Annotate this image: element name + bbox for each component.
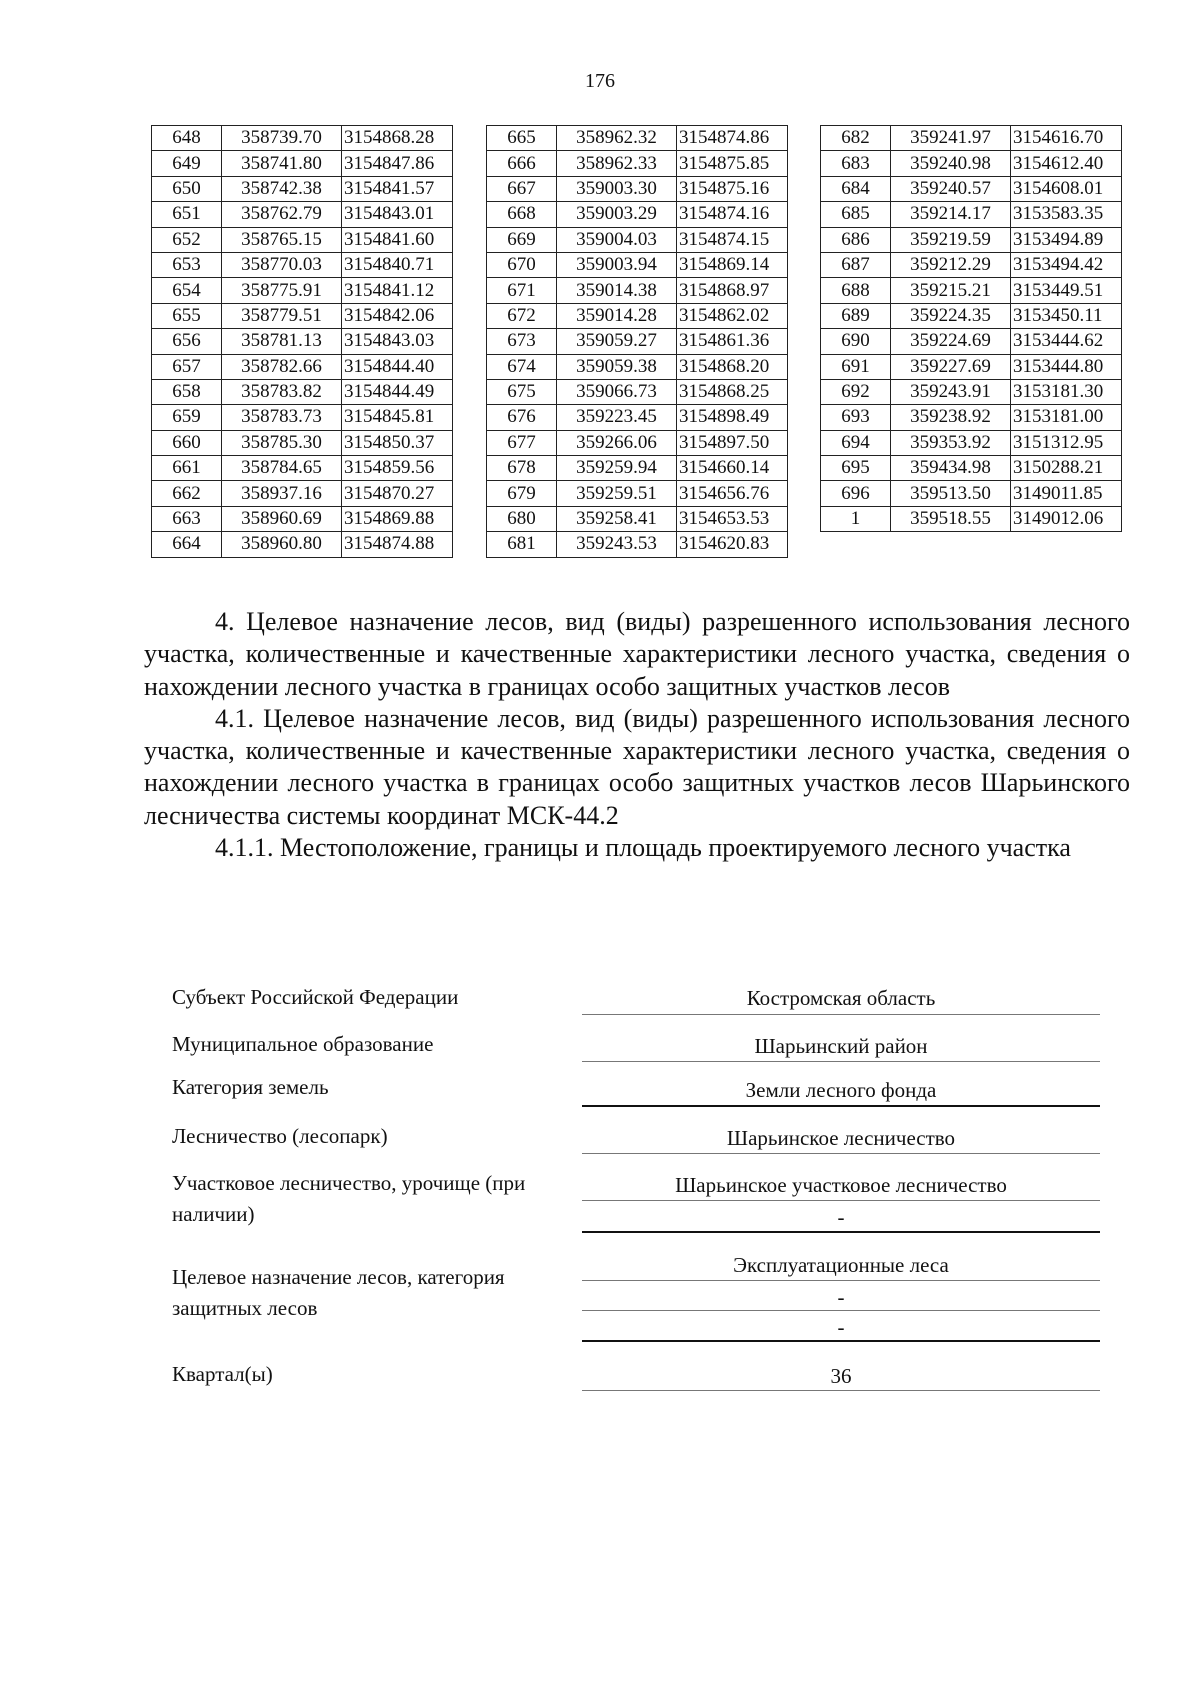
table-row	[487, 278, 788, 303]
table-row	[821, 176, 1122, 201]
table-row	[152, 151, 453, 176]
y-coordinate-cell: 3154847.86	[342, 151, 453, 176]
subject-underline	[582, 1014, 1100, 1015]
x-coordinate-cell: 358739.70	[222, 126, 342, 151]
table-row	[152, 481, 453, 506]
x-coordinate-cell: 359238.92	[891, 405, 1011, 430]
y-coordinate-cell: 3153450.11	[1011, 303, 1122, 328]
table-row	[821, 227, 1122, 252]
quarter-underline	[582, 1390, 1100, 1391]
quarter-value: 36	[830, 1364, 852, 1388]
x-coordinate-cell: 359258.41	[557, 506, 677, 531]
table-row	[152, 430, 453, 455]
x-coordinate-cell: 359066.73	[557, 379, 677, 404]
y-coordinate-cell: 3149011.85	[1011, 481, 1122, 506]
x-coordinate-cell: 358784.65	[222, 456, 342, 481]
table-row	[487, 481, 788, 506]
y-coordinate-cell: 3154869.88	[342, 506, 453, 531]
y-coordinate-cell: 3154845.81	[342, 405, 453, 430]
table-row	[487, 126, 788, 151]
point-number-cell: 672	[487, 303, 557, 328]
y-coordinate-cell: 3153444.62	[1011, 329, 1122, 354]
point-number-cell: 685	[821, 202, 891, 227]
x-coordinate-cell: 359003.30	[557, 176, 677, 201]
table-row	[821, 430, 1122, 455]
x-coordinate-cell: 359212.29	[891, 252, 1011, 277]
y-coordinate-cell: 3154861.36	[677, 329, 788, 354]
point-number-cell: 677	[487, 430, 557, 455]
y-coordinate-cell: 3154874.86	[677, 126, 788, 151]
point-number-cell: 649	[152, 151, 222, 176]
table-row	[152, 329, 453, 354]
x-coordinate-cell: 358781.13	[222, 329, 342, 354]
point-number-cell: 658	[152, 379, 222, 404]
table-row	[821, 506, 1122, 531]
x-coordinate-cell: 358765.15	[222, 227, 342, 252]
table-row	[152, 252, 453, 277]
table-row	[487, 379, 788, 404]
x-coordinate-cell: 359243.53	[557, 532, 677, 557]
subject-label: Субъект Российской Федерации	[172, 985, 459, 1009]
y-coordinate-cell: 3149012.06	[1011, 506, 1122, 531]
district-forestry-value: Шарьинское участковое лесничество	[675, 1173, 1007, 1197]
y-coordinate-cell: 3154869.14	[677, 252, 788, 277]
x-coordinate-cell: 359215.21	[891, 278, 1011, 303]
land-category-value: Земли лесного фонда	[745, 1078, 937, 1102]
x-coordinate-cell: 359004.03	[557, 227, 677, 252]
point-number-cell: 662	[152, 481, 222, 506]
point-number-cell: 657	[152, 354, 222, 379]
point-number-cell: 693	[821, 405, 891, 430]
y-coordinate-cell: 3154843.03	[342, 329, 453, 354]
municipality-label: Муниципальное образование	[172, 1032, 434, 1056]
y-coordinate-cell: 3154841.12	[342, 278, 453, 303]
x-coordinate-cell: 358770.03	[222, 252, 342, 277]
x-coordinate-cell: 359513.50	[891, 481, 1011, 506]
y-coordinate-cell: 3154868.28	[342, 126, 453, 151]
point-number-cell: 691	[821, 354, 891, 379]
purpose-underline	[582, 1280, 1100, 1281]
table-row	[821, 278, 1122, 303]
point-number-cell: 654	[152, 278, 222, 303]
table-row	[152, 405, 453, 430]
x-coordinate-cell: 359227.69	[891, 354, 1011, 379]
y-coordinate-cell: 3154862.02	[677, 303, 788, 328]
point-number-cell: 686	[821, 227, 891, 252]
point-number-cell: 659	[152, 405, 222, 430]
x-coordinate-cell: 358960.80	[222, 532, 342, 557]
point-number-cell: 667	[487, 176, 557, 201]
y-coordinate-cell: 3154868.97	[677, 278, 788, 303]
y-coordinate-cell: 3154656.76	[677, 481, 788, 506]
y-coordinate-cell: 3153583.35	[1011, 202, 1122, 227]
y-coordinate-cell: 3154612.40	[1011, 151, 1122, 176]
x-coordinate-cell: 359518.55	[891, 506, 1011, 531]
x-coordinate-cell: 358775.91	[222, 278, 342, 303]
y-coordinate-cell: 3154875.85	[677, 151, 788, 176]
protective-category-underline-2	[582, 1340, 1100, 1342]
point-number-cell: 661	[152, 456, 222, 481]
y-coordinate-cell: 3153444.80	[1011, 354, 1122, 379]
y-coordinate-cell: 3154868.25	[677, 379, 788, 404]
coordinates-table-2	[486, 125, 788, 558]
district-forestry-label: Участковое лесничество, урочище (при наличии)	[172, 1171, 526, 1226]
y-coordinate-cell: 3154842.06	[342, 303, 453, 328]
purpose-value: Эксплуатационные леса	[733, 1253, 949, 1277]
point-number-cell: 671	[487, 278, 557, 303]
point-number-cell: 670	[487, 252, 557, 277]
x-coordinate-cell: 359240.98	[891, 151, 1011, 176]
table-row	[821, 126, 1122, 151]
point-number-cell: 683	[821, 151, 891, 176]
table-row	[487, 532, 788, 557]
table-row	[487, 405, 788, 430]
point-number-cell: 682	[821, 126, 891, 151]
y-coordinate-cell: 3154859.56	[342, 456, 453, 481]
table-row	[487, 151, 788, 176]
table-row	[487, 506, 788, 531]
forestry-value: Шарьинское лесничество	[726, 1126, 956, 1150]
point-number-cell: 669	[487, 227, 557, 252]
table-row	[821, 329, 1122, 354]
purpose-label: Целевое назначение лесов, категория защитных лесов	[172, 1265, 505, 1320]
x-coordinate-cell: 359219.59	[891, 227, 1011, 252]
section-4-heading: 4. Целевое назначение лесов, вид (виды) разрешенного использования лесного участка, количественные и качественные характеристики лесного участка, сведения о нахождении лесного участка в границах особо защитных участков лесов	[144, 607, 1130, 701]
table-row	[821, 252, 1122, 277]
x-coordinate-cell: 358785.30	[222, 430, 342, 455]
x-coordinate-cell: 358937.16	[222, 481, 342, 506]
x-coordinate-cell: 358742.38	[222, 176, 342, 201]
table-row	[152, 379, 453, 404]
x-coordinate-cell: 359224.69	[891, 329, 1011, 354]
protective-category-underline-1	[582, 1310, 1100, 1311]
y-coordinate-cell: 3153181.30	[1011, 379, 1122, 404]
table-row	[487, 227, 788, 252]
x-coordinate-cell: 358779.51	[222, 303, 342, 328]
y-coordinate-cell: 3153494.89	[1011, 227, 1122, 252]
x-coordinate-cell: 359224.35	[891, 303, 1011, 328]
point-number-cell: 694	[821, 430, 891, 455]
point-number-cell: 665	[487, 126, 557, 151]
point-number-cell: 684	[821, 176, 891, 201]
point-number-cell: 695	[821, 456, 891, 481]
table-row	[487, 202, 788, 227]
section-4-1-1-heading: 4.1.1. Местоположение, границы и площадь проектируемого лесного участка	[215, 833, 1071, 863]
y-coordinate-cell: 3154653.53	[677, 506, 788, 531]
municipality-value: Шарьинский район	[754, 1034, 928, 1058]
x-coordinate-cell: 359059.27	[557, 329, 677, 354]
table-row	[821, 456, 1122, 481]
table-row	[152, 506, 453, 531]
forestry-underline	[582, 1153, 1100, 1154]
table-row	[821, 202, 1122, 227]
y-coordinate-cell: 3150288.21	[1011, 456, 1122, 481]
coordinates-table-3	[820, 125, 1122, 532]
table-row	[152, 227, 453, 252]
x-coordinate-cell: 359266.06	[557, 430, 677, 455]
land-category-label: Категория земель	[172, 1075, 329, 1099]
table-row	[152, 202, 453, 227]
point-number-cell: 676	[487, 405, 557, 430]
x-coordinate-cell: 359014.38	[557, 278, 677, 303]
x-coordinate-cell: 358783.73	[222, 405, 342, 430]
y-coordinate-cell: 3154844.40	[342, 354, 453, 379]
point-number-cell: 656	[152, 329, 222, 354]
table-row	[152, 176, 453, 201]
table-row	[821, 481, 1122, 506]
protective-category-value-1: -	[837, 1285, 845, 1309]
y-coordinate-cell: 3154874.16	[677, 202, 788, 227]
x-coordinate-cell: 359059.38	[557, 354, 677, 379]
table-row	[152, 456, 453, 481]
y-coordinate-cell: 3154874.15	[677, 227, 788, 252]
x-coordinate-cell: 359259.51	[557, 481, 677, 506]
x-coordinate-cell: 359434.98	[891, 456, 1011, 481]
y-coordinate-cell: 3154608.01	[1011, 176, 1122, 201]
point-number-cell: 681	[487, 532, 557, 557]
table-row	[821, 379, 1122, 404]
y-coordinate-cell: 3154620.83	[677, 532, 788, 557]
x-coordinate-cell: 359003.29	[557, 202, 677, 227]
municipality-underline	[582, 1061, 1100, 1062]
page-number: 176	[585, 70, 615, 92]
y-coordinate-cell: 3154844.49	[342, 379, 453, 404]
x-coordinate-cell: 359353.92	[891, 430, 1011, 455]
x-coordinate-cell: 358960.69	[222, 506, 342, 531]
point-number-cell: 1	[821, 506, 891, 531]
y-coordinate-cell: 3153494.42	[1011, 252, 1122, 277]
y-coordinate-cell: 3154874.88	[342, 532, 453, 557]
y-coordinate-cell: 3154898.49	[677, 405, 788, 430]
x-coordinate-cell: 358782.66	[222, 354, 342, 379]
point-number-cell: 652	[152, 227, 222, 252]
table-row	[152, 354, 453, 379]
y-coordinate-cell: 3154841.57	[342, 176, 453, 201]
x-coordinate-cell: 358962.33	[557, 151, 677, 176]
point-number-cell: 673	[487, 329, 557, 354]
tract-value: -	[837, 1205, 845, 1229]
point-number-cell: 663	[152, 506, 222, 531]
table-row	[487, 303, 788, 328]
table-row	[821, 303, 1122, 328]
x-coordinate-cell: 358762.79	[222, 202, 342, 227]
y-coordinate-cell: 3154875.16	[677, 176, 788, 201]
point-number-cell: 675	[487, 379, 557, 404]
table-row	[487, 430, 788, 455]
point-number-cell: 689	[821, 303, 891, 328]
y-coordinate-cell: 3154843.01	[342, 202, 453, 227]
y-coordinate-cell: 3154840.71	[342, 252, 453, 277]
point-number-cell: 679	[487, 481, 557, 506]
y-coordinate-cell: 3154616.70	[1011, 126, 1122, 151]
table-row	[821, 354, 1122, 379]
district-forestry-underline	[582, 1200, 1100, 1201]
point-number-cell: 651	[152, 202, 222, 227]
point-number-cell: 655	[152, 303, 222, 328]
y-coordinate-cell: 3153449.51	[1011, 278, 1122, 303]
point-number-cell: 688	[821, 278, 891, 303]
x-coordinate-cell: 359259.94	[557, 456, 677, 481]
point-number-cell: 690	[821, 329, 891, 354]
subject-value: Костромская область	[746, 986, 936, 1010]
x-coordinate-cell: 358741.80	[222, 151, 342, 176]
y-coordinate-cell: 3151312.95	[1011, 430, 1122, 455]
table-row	[487, 329, 788, 354]
point-number-cell: 648	[152, 126, 222, 151]
quarter-label: Квартал(ы)	[172, 1362, 273, 1386]
x-coordinate-cell: 359003.94	[557, 252, 677, 277]
table-row	[821, 151, 1122, 176]
x-coordinate-cell: 359223.45	[557, 405, 677, 430]
x-coordinate-cell: 359214.17	[891, 202, 1011, 227]
tract-underline	[582, 1231, 1100, 1233]
y-coordinate-cell: 3154897.50	[677, 430, 788, 455]
point-number-cell: 653	[152, 252, 222, 277]
point-number-cell: 650	[152, 176, 222, 201]
point-number-cell: 678	[487, 456, 557, 481]
table-row	[152, 278, 453, 303]
y-coordinate-cell: 3154850.37	[342, 430, 453, 455]
point-number-cell: 696	[821, 481, 891, 506]
protective-category-value-2: -	[837, 1315, 845, 1339]
x-coordinate-cell: 358783.82	[222, 379, 342, 404]
land-category-underline	[582, 1105, 1100, 1107]
point-number-cell: 674	[487, 354, 557, 379]
section-4-1-heading: 4.1. Целевое назначение лесов, вид (виды) разрешенного использования лесного участка, количественные и качественные характеристики лесного участка, сведения о нахождении лесного участка в границах особо защитных участков лесов Шарьинского лесничества системы координат МСК-44.2	[144, 703, 1130, 830]
point-number-cell: 687	[821, 252, 891, 277]
table-row	[152, 303, 453, 328]
x-coordinate-cell: 359243.91	[891, 379, 1011, 404]
point-number-cell: 680	[487, 506, 557, 531]
y-coordinate-cell: 3154841.60	[342, 227, 453, 252]
point-number-cell: 664	[152, 532, 222, 557]
table-row	[487, 354, 788, 379]
point-number-cell: 692	[821, 379, 891, 404]
x-coordinate-cell: 358962.32	[557, 126, 677, 151]
y-coordinate-cell: 3153181.00	[1011, 405, 1122, 430]
table-row	[152, 532, 453, 557]
y-coordinate-cell: 3154660.14	[677, 456, 788, 481]
point-number-cell: 666	[487, 151, 557, 176]
coordinates-table-1	[151, 125, 453, 558]
x-coordinate-cell: 359240.57	[891, 176, 1011, 201]
x-coordinate-cell: 359014.28	[557, 303, 677, 328]
y-coordinate-cell: 3154870.27	[342, 481, 453, 506]
table-row	[487, 252, 788, 277]
forestry-label: Лесничество (лесопарк)	[172, 1124, 388, 1148]
y-coordinate-cell: 3154868.20	[677, 354, 788, 379]
section-headings	[144, 606, 1130, 864]
point-number-cell: 668	[487, 202, 557, 227]
table-row	[152, 126, 453, 151]
table-row	[487, 456, 788, 481]
point-number-cell: 660	[152, 430, 222, 455]
table-row	[487, 176, 788, 201]
table-row	[821, 405, 1122, 430]
x-coordinate-cell: 359241.97	[891, 126, 1011, 151]
